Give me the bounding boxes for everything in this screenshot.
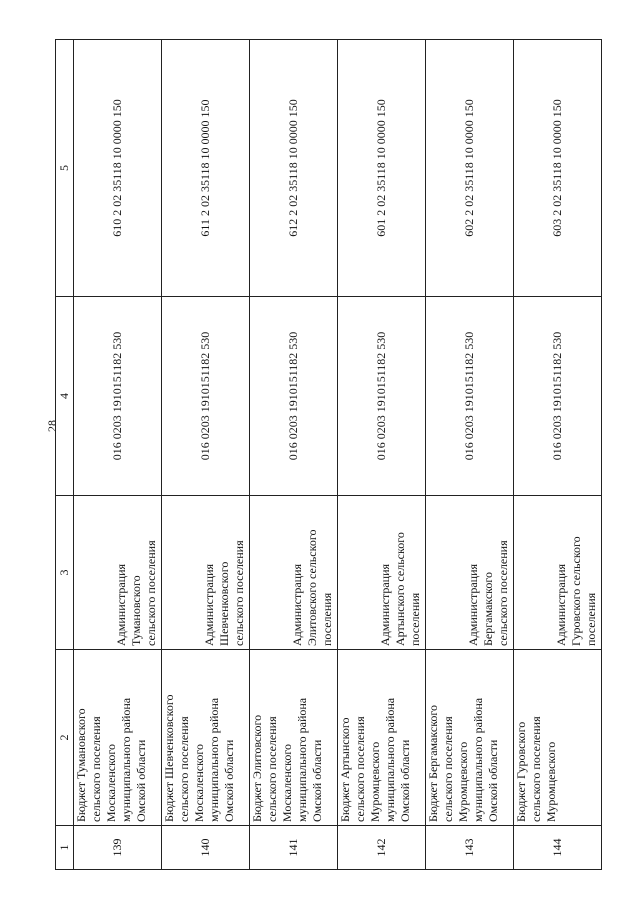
header-cell-2: 2 [56, 650, 74, 826]
administration-line: поселения [584, 592, 598, 646]
budget-name-line: муниципального района [383, 697, 397, 822]
budget-name-line: сельского поселения [353, 716, 367, 822]
revenue-code-cell: 601 2 02 35118 10 0000 150 [338, 40, 426, 297]
budget-name-line: сельского поселения [265, 716, 279, 822]
administration-line: Администрация [466, 563, 480, 646]
budget-name-line: сельского поселения [441, 716, 455, 822]
budget-name-line: Бюджет Элитовского [250, 714, 264, 822]
administration-line: Шевченковского [217, 561, 231, 646]
administration-line: Элитовского сельского [305, 529, 319, 646]
row-number-cell: 139 [74, 826, 162, 870]
classification-code-cell: 016 0203 1910151182 530 [514, 297, 602, 496]
administration-cell [162, 496, 250, 650]
budget-name-cell [162, 650, 250, 826]
budget-name-line: муниципального района [471, 697, 485, 822]
table-row [514, 40, 602, 870]
row-number-cell: 142 [338, 826, 426, 870]
budget-name-line: Бюджет Тумановского [74, 708, 88, 822]
classification-code-cell: 016 0203 1910151182 530 [74, 297, 162, 496]
administration-line: Артынского сельского [393, 532, 407, 646]
budget-name-cell [74, 650, 162, 826]
budget-name-cell [250, 650, 338, 826]
table-row [162, 40, 250, 870]
budget-name-line: сельского поселения [177, 716, 191, 822]
administration-line: сельского поселения [232, 540, 246, 646]
budget-name-line: Омской области [134, 739, 148, 822]
budget-name-line: Омской области [398, 739, 412, 822]
administration-line: Администрация [554, 563, 568, 646]
budget-name-line: сельского поселения [529, 716, 543, 822]
administration-line: Администрация [290, 563, 304, 646]
administration-line: Бергамакского [481, 571, 495, 646]
table-body [56, 40, 602, 870]
budget-name-cell [338, 650, 426, 826]
budget-name-line: Муромцевского [456, 741, 470, 822]
header-cell-3: 3 [56, 496, 74, 650]
table-row [250, 40, 338, 870]
administration-line: сельского поселения [496, 540, 510, 646]
administration-line: поселения [408, 592, 422, 646]
administration-line: Администрация [114, 563, 128, 646]
revenue-code-cell: 602 2 02 35118 10 0000 150 [426, 40, 514, 297]
budget-name-line: Москаленского [192, 744, 206, 822]
budget-name-line: Бюджет Артынского [338, 717, 352, 822]
administration-cell [250, 496, 338, 650]
administration-cell [426, 496, 514, 650]
page-number: 28 [45, 420, 59, 432]
classification-code-cell: 016 0203 1910151182 530 [338, 297, 426, 496]
budget-name-line: Бюджет Гуровского [514, 721, 528, 822]
classification-code-cell: 016 0203 1910151182 530 [162, 297, 250, 496]
classification-code-cell: 016 0203 1910151182 530 [250, 297, 338, 496]
administration-line: Администрация [378, 563, 392, 646]
budget-name-line: Бюджет Шевченковского [162, 694, 176, 822]
budget-name-line: Муромцевского [368, 741, 382, 822]
row-number-cell: 143 [426, 826, 514, 870]
budget-name-line: Бюджет Бергамакского [426, 704, 440, 822]
budget-table [55, 39, 602, 870]
budget-name-line: муниципального района [119, 697, 133, 822]
administration-line: сельского поселения [144, 540, 158, 646]
budget-name-line: Омской области [486, 739, 500, 822]
budget-name-line: Омской области [222, 739, 236, 822]
table-row [426, 40, 514, 870]
revenue-code-cell: 603 2 02 35118 10 0000 150 [514, 40, 602, 297]
administration-line: Администрация [202, 563, 216, 646]
header-cell-4: 4 [56, 297, 74, 496]
table-row [74, 40, 162, 870]
budget-name-line: сельского поселения [89, 716, 103, 822]
revenue-code-cell: 610 2 02 35118 10 0000 150 [74, 40, 162, 297]
classification-code-cell: 016 0203 1910151182 530 [426, 297, 514, 496]
budget-name-line: Муромцевского [544, 741, 558, 822]
administration-cell [514, 496, 602, 650]
budget-name-cell [514, 650, 602, 826]
budget-name-line: Омской области [310, 739, 324, 822]
budget-name-line: муниципального района [295, 697, 309, 822]
budget-name-cell [426, 650, 514, 826]
table-row [338, 40, 426, 870]
revenue-code-cell: 611 2 02 35118 10 0000 150 [162, 40, 250, 297]
administration-cell [338, 496, 426, 650]
row-number-cell: 144 [514, 826, 602, 870]
administration-line: Тумановского [129, 575, 143, 646]
row-number-cell: 140 [162, 826, 250, 870]
administration-cell [74, 496, 162, 650]
header-cell-1: 1 [56, 826, 74, 870]
budget-name-line: муниципального района [207, 697, 221, 822]
row-number-cell: 141 [250, 826, 338, 870]
budget-name-line: Москаленского [280, 744, 294, 822]
revenue-code-cell: 612 2 02 35118 10 0000 150 [250, 40, 338, 297]
budget-name-line: Москаленского [104, 744, 118, 822]
administration-line: Гуровского сельского [569, 536, 583, 646]
administration-line: поселения [320, 592, 334, 646]
header-row [56, 40, 74, 870]
header-cell-5: 5 [56, 40, 74, 297]
